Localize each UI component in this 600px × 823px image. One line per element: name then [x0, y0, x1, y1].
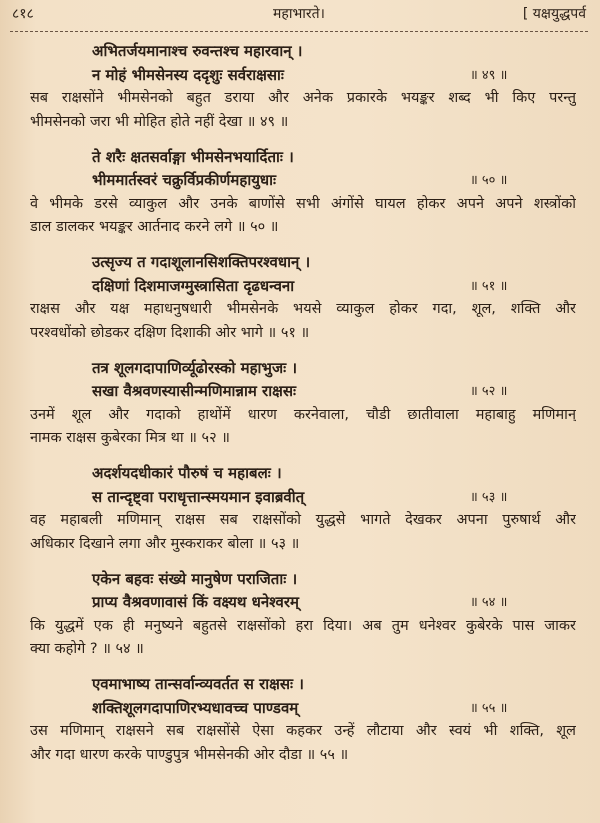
- sanskrit-verse-line: [30, 486, 576, 510]
- hindi-translation-line: डाल डालकर भयङ्कर आर्तनाद करने लगे ॥ ५० ॥: [30, 219, 279, 235]
- hindi-translation-line: क्या कहोगे ? ॥ ५४ ॥: [30, 641, 144, 657]
- sanskrit-text: न मोहं भीमसेनस्य ददृशुः सर्वराक्षसाः: [92, 65, 284, 84]
- sanskrit-text: शक्तिशूलगदापाणिरभ्यधावच्च पाण्डवम्: [92, 698, 299, 717]
- hindi-translation-line: नामक राक्षस कुबेरका मित्र था ॥ ५२ ॥: [30, 430, 230, 446]
- sanskrit-text: अभितर्जयमानाश्च रुवन्तश्च महारवान् ।: [92, 42, 303, 60]
- verse-block: [30, 40, 576, 134]
- hindi-translation-line: वह महाबली मणिमान् राक्षस सब राक्षसोंको युद्धसे भागते देखकर अपना पुरुषार्थ और: [30, 512, 576, 528]
- page-header: [12, 4, 586, 26]
- sanskrit-verse-line: [30, 40, 576, 64]
- hindi-translation-line: कि युद्धमें एक ही मनुष्यने बहुतसे राक्षसोंको हरा दिया। अब तुम धनेश्वर कुबेरके पास जाकर: [30, 617, 576, 634]
- verse-number: ॥ ५० ॥: [470, 173, 508, 188]
- sanskrit-text: एकेन बहवः संख्ये मानुषेण पराजिताः ।: [92, 569, 298, 588]
- verse-number: ॥ ५१ ॥: [470, 278, 508, 294]
- verse-block: [30, 357, 576, 451]
- verse-block: [30, 673, 576, 767]
- sanskrit-text: एवमाभाष्य तान्सर्वान्व्यवर्तत स राक्षसः ।: [92, 675, 304, 693]
- hindi-translation-line: और गदा धारण करके पाण्डुपुत्र भीमसेनकी ओर दौडा ॥ ५५ ॥: [30, 746, 349, 763]
- verse-block: [30, 568, 576, 662]
- sanskrit-text: भीममार्तस्वरं चक्रुर्विप्रकीर्णमहायुधाः: [92, 171, 277, 189]
- running-title: महाभारते।: [273, 6, 325, 22]
- verse-block: [30, 146, 576, 240]
- sanskrit-verse-line: [30, 568, 576, 592]
- sanskrit-verse-line: [30, 462, 576, 486]
- hindi-translation-line: उनमें शूल और गदाको हाथोंमें धारण करनेवाला, चौडी छातीवाला महाबाहु मणिमान्: [30, 406, 576, 423]
- hindi-translation-line: राक्षस और यक्ष महाधनुषधारी भीमसेनके भयसे व्याकुल होकर गदा, शूल, शक्ति और: [30, 301, 576, 317]
- sanskrit-verse-line: [30, 146, 576, 170]
- hindi-translation-line: उस मणिमान् राक्षसने सब राक्षसोंसे ऐसा कहकर उन्हें लौटाया और स्वयं भी शक्ति, शूल: [30, 723, 576, 739]
- hindi-translation-line: भीमसेनको जरा भी मोहित होते नहीं देखा ॥ ४९ ॥: [30, 113, 289, 130]
- sanskrit-verse-line: [30, 380, 576, 404]
- hindi-translation-line: वे भीमके डरसे व्याकुल और उनके बाणोंसे सभी अंगोंसे घायल होकर अपने अपने शस्त्रोंको: [30, 195, 576, 212]
- sanskrit-verse-line: [30, 64, 576, 88]
- verse-block: [30, 251, 576, 345]
- sanskrit-text: दक्षिणां दिशमाजग्मुस्त्रासिता दृढधन्वना: [92, 276, 295, 295]
- sanskrit-verse-line: [30, 697, 576, 721]
- header-divider: [10, 31, 588, 32]
- sanskrit-verse-line: [30, 275, 576, 299]
- sanskrit-verse-line: [30, 251, 576, 275]
- verse-list: [30, 40, 576, 779]
- sanskrit-text: तत्र शूलगदापाणिर्व्यूढोरस्को महाभुजः ।: [92, 358, 298, 377]
- section-title: [ यक्षयुद्धपर्व: [522, 6, 586, 22]
- sanskrit-text: अदर्शयदधीकारं पौरुषं च महाबलः ।: [92, 464, 282, 482]
- sanskrit-text: ते शरैः क्षतसर्वाङ्गा भीमसेनभयार्दिताः ।: [92, 147, 294, 166]
- sanskrit-verse-line: [30, 169, 576, 193]
- sanskrit-text: स तान्दृष्ट्वा पराधृत्तान्स्मयमान इवाब्रवीत्: [92, 487, 305, 506]
- sanskrit-text: उत्सृज्य त गदाशूलानसिशक्तिपरश्वधान् ।: [92, 253, 311, 271]
- verse-number: ॥ ५४ ॥: [470, 595, 508, 610]
- verse-block: [30, 462, 576, 556]
- sanskrit-verse-line: [30, 591, 576, 615]
- verse-number: ॥ ४९ ॥: [470, 67, 508, 83]
- hindi-translation-line: परश्वधोंको छोडकर दक्षिण दिशाकी ओर भागे ॥ ५१ ॥: [30, 324, 310, 341]
- sanskrit-verse-line: [30, 673, 576, 697]
- sanskrit-verse-line: [30, 357, 576, 381]
- sanskrit-text: सखा वैश्रवणस्यासीन्मणिमान्नाम राक्षसः: [92, 382, 297, 400]
- hindi-translation-line: सब राक्षसोंने भीमसेनको बहुत डराया और अनेक प्रकारके भयङ्कर शब्द भी किए परन्तु: [30, 90, 576, 106]
- verse-number: ॥ ५५ ॥: [470, 700, 508, 716]
- hindi-translation-line: अधिकार दिखाने लगा और मुस्कराकर बोला ॥ ५३ ॥: [30, 535, 300, 552]
- sanskrit-text: प्राप्य वैश्रवणावासं किं वक्ष्यथ धनेश्वरम्: [92, 593, 299, 611]
- verse-number: ॥ ५३ ॥: [470, 489, 508, 505]
- verse-number: ॥ ५२ ॥: [470, 384, 508, 399]
- page-number: ८१८: [12, 6, 34, 22]
